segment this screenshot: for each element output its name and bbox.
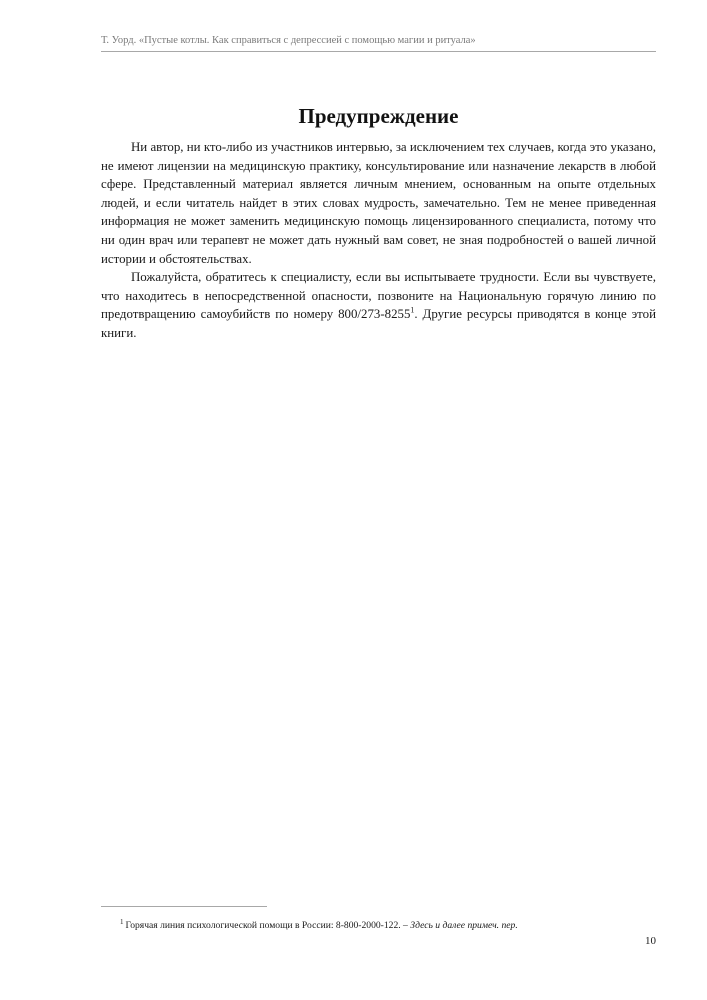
paragraph-contact-text: Пожалуйста, обратитесь к специалисту, если вы испытываете трудности. Если вы чувствуете, что находитесь в непосредственной опасности, позвоните на Национальную горячую линию по предотвращению самоубийств по номеру 800/273-8255: [101, 270, 656, 322]
body-text: [101, 138, 656, 343]
chapter-title: Предупреждение: [298, 104, 459, 128]
paragraph-contact: [101, 268, 656, 342]
footnote-reference[interactable]: 1: [410, 306, 415, 316]
paragraph-contact-tail: . Другие ресурсы приводятся в конце этой книги.: [101, 307, 656, 340]
header-divider: [101, 51, 656, 52]
footnote-text: Горячая линия психологической помощи в России: 8-800-2000-122. –: [125, 920, 411, 931]
footnote-translator-note: Здесь и далее примеч. пер.: [410, 920, 518, 931]
footnote-divider: [101, 906, 267, 907]
paragraph-disclaimer: Ни автор, ни кто-либо из участников интервью, за исключением тех случаев, когда это указано, не имеют лицензии на медицинскую практику, консультирование или назначение лекарств в любой сфере. Представленный материал является личным мнением, основанным на опыте отдельных людей, и если читатель найдет в этих словах мудрость, замечательно. Тем не менее приведенная информация не может заменить медицинскую помощь лицензированного специалиста, потому что ни один врач или терапевт не может дать нужный вам совет, не зная подробностей о вашей личной истории и обстоятельствах.: [101, 140, 656, 266]
footnote: [120, 919, 660, 932]
running-header: Т. Уорд. «Пустые котлы. Как справиться с депрессией с помощью магии и ритуала»: [101, 35, 476, 46]
footnote-mark: 1: [120, 917, 124, 926]
page-number: 10: [645, 935, 656, 947]
